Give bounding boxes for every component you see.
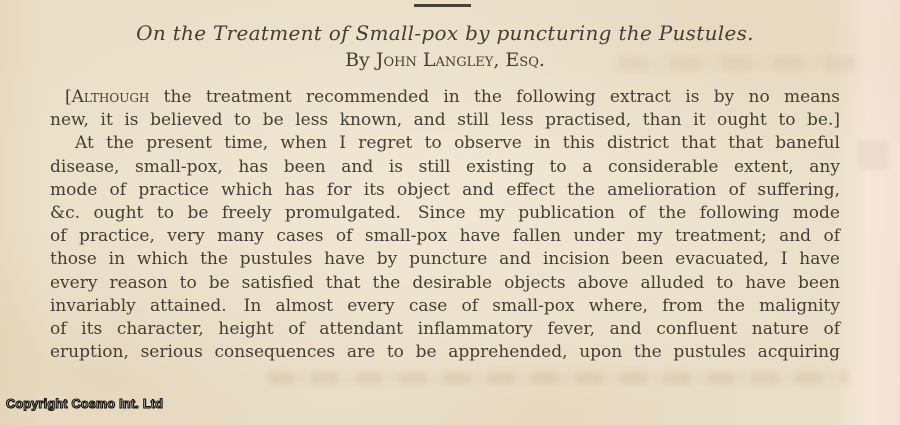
- body-line: of practice, very many cases of small-pox have fallen under my treatment; and of: [50, 226, 840, 247]
- body-line: &c. ought to be freely promulgated. Since my publication of the following mode: [50, 203, 840, 224]
- article-title: On the Treatment of Small-pox by puncturing the Pustules.: [136, 21, 754, 45]
- article-byline: [50, 48, 840, 72]
- author-name: John Langley: [375, 49, 494, 71]
- article-content: [50, 20, 840, 364]
- body-line: invariably attained. In almost every case of small-pox where, from the malignity: [50, 295, 840, 316]
- body-line: those in which the pustules have by puncture and incision been evacuated, I have: [50, 249, 840, 270]
- editor-note-line: new, it is believed to be less known, and still less practised, than it ought to be.]: [50, 110, 840, 131]
- copyright-watermark: Copyright Cosmo Int. Ltd: [6, 397, 164, 411]
- article-body: [50, 86, 840, 364]
- editor-note-line: [50, 86, 840, 109]
- note-line1-rest: the treatment recommended in the following extract is by no means: [149, 87, 840, 107]
- body-line: mode of practice which has for its object and effect the amelioration of suffering,: [50, 179, 840, 200]
- byline-prefix: By: [345, 49, 376, 71]
- bleedthrough-smudge: [858, 140, 888, 170]
- note-first-word: Although: [71, 87, 150, 107]
- body-line: eruption, serious consequences are to be apprehended, upon the pustules acquiring: [50, 342, 840, 363]
- bleedthrough-smudge: [268, 372, 848, 384]
- body-line: At the present time, when I regret to observe in this district that that baneful: [75, 133, 840, 154]
- body-line: of its character, height of attendant inflammatory fever, and confluent nature of: [50, 319, 840, 340]
- note-open-bracket: [: [65, 87, 72, 107]
- byline-suffix: , Esq.: [493, 49, 545, 71]
- section-divider-rule: [414, 4, 471, 7]
- body-line: disease, small-pox, has been and is still existing to a considerable extent, any: [50, 156, 840, 177]
- body-line: every reason to be satisfied that the desirable objects above alluded to have been: [50, 272, 840, 293]
